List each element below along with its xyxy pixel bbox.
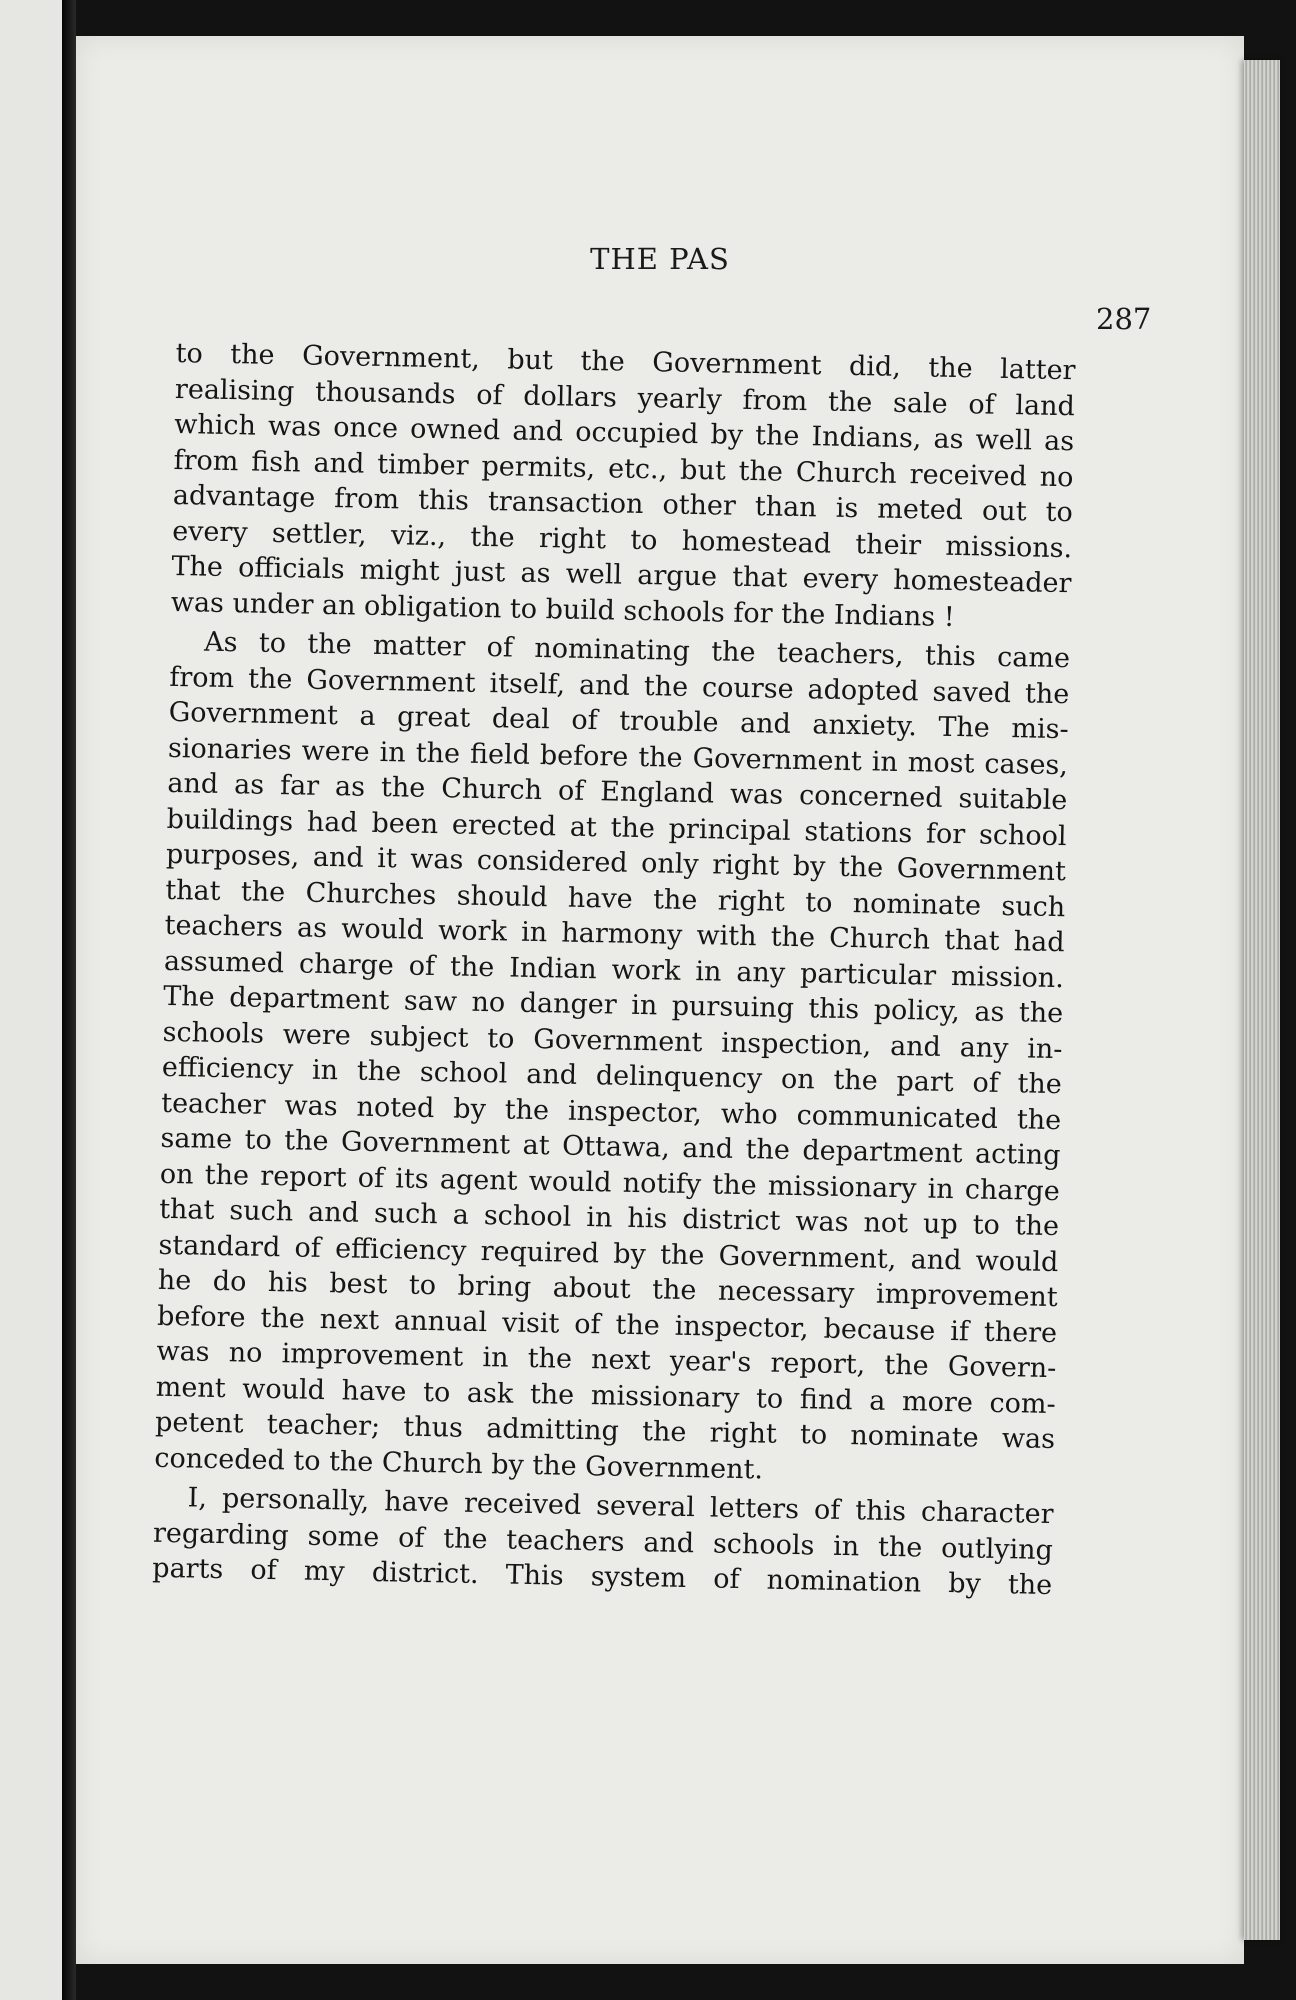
- running-head: THE PAS: [590, 242, 730, 276]
- book-page: [76, 36, 1244, 1964]
- text-line: As to the matter of nominating the teachers, this came: [203, 626, 1071, 675]
- text-line: efficiency in the school and delinquency on the part of the: [161, 1051, 1063, 1101]
- text-line: buildings had been erected at the principal stations for school: [166, 803, 1067, 852]
- text-line: The department saw no danger in pursuing this policy, as the: [163, 980, 1064, 1030]
- text-line: that the Churches should have the right to nominate such: [165, 874, 1066, 923]
- page-number: 287: [1096, 302, 1152, 336]
- text-line: The officials might just as well argue that every homesteader: [171, 550, 1072, 600]
- text-line: sionaries were in the field before the Government in most cases,: [167, 732, 1069, 781]
- body-text: [152, 336, 1076, 1604]
- text-line: he do his best to bring about the necessary improvement: [157, 1264, 1058, 1314]
- text-line: before the next annual visit of the inspector, because if there: [156, 1300, 1058, 1349]
- paragraph: [152, 1480, 1054, 1604]
- text-line: from the Government itself, and the course adopted saved the: [169, 661, 1070, 710]
- text-line: conceded to the Church by the Government.: [154, 1442, 764, 1485]
- text-line: schools were subject to Government inspection, and any in-: [162, 1016, 1063, 1065]
- text-line: standard of efficiency required by the Government, and would: [158, 1229, 1059, 1278]
- text-line: and as far as the Church of England was concerned suitable: [167, 767, 1068, 817]
- text-line: assumed charge of the Indian work in any particular mission.: [163, 945, 1065, 994]
- text-line: ment would have to ask the missionary to find a more com-: [155, 1371, 1056, 1420]
- text-line: teachers as would work in harmony with the Church that had: [164, 909, 1065, 959]
- text-line: same to the Government at Ottawa, and the department acting: [160, 1122, 1061, 1172]
- paragraph: [154, 624, 1070, 1493]
- text-line: regarding some of the teachers and schools in the outlying: [152, 1517, 1054, 1566]
- text-line: Government a great deal of trouble and anxiety. The mis-: [168, 696, 1069, 746]
- text-line: which was once owned and occupied by the Indians, as well as: [174, 408, 1075, 458]
- book-gutter: [62, 0, 76, 2000]
- text-line: was under an obligation to build schools for the Indians !: [170, 586, 955, 633]
- facing-page-edge: [0, 0, 62, 2000]
- paragraph: [171, 336, 1076, 637]
- text-line: petent teacher; thus admitting the right to nominate was: [154, 1406, 1056, 1456]
- text-line: parts of my district. This system of nomination by the: [152, 1552, 1053, 1602]
- text-line: I, personally, have received several letters of this character: [187, 1482, 1054, 1531]
- text-line: was no improvement in the next year's report, the Govern-: [156, 1335, 1057, 1385]
- page-edges: [1244, 60, 1280, 1940]
- text-line: to the Government, but the Government did, the latter: [175, 337, 1076, 387]
- text-line: advantage from this transaction other than is meted out to: [172, 479, 1074, 529]
- text-line: on the report of its agent would notify the missionary in charge: [159, 1158, 1061, 1207]
- text-line: realising thousands of dollars yearly from the sale of land: [174, 373, 1076, 422]
- text-line: every settler, viz., the right to homestead their missions.: [171, 515, 1073, 564]
- text-line: purposes, and it was considered only right by the Government: [165, 838, 1067, 888]
- text-line: that such and such a school in his district was not up to the: [158, 1193, 1060, 1243]
- text-line: teacher was noted by the inspector, who communicated the: [160, 1087, 1062, 1136]
- text-line: from fish and timber permits, etc., but the Church received no: [173, 444, 1074, 493]
